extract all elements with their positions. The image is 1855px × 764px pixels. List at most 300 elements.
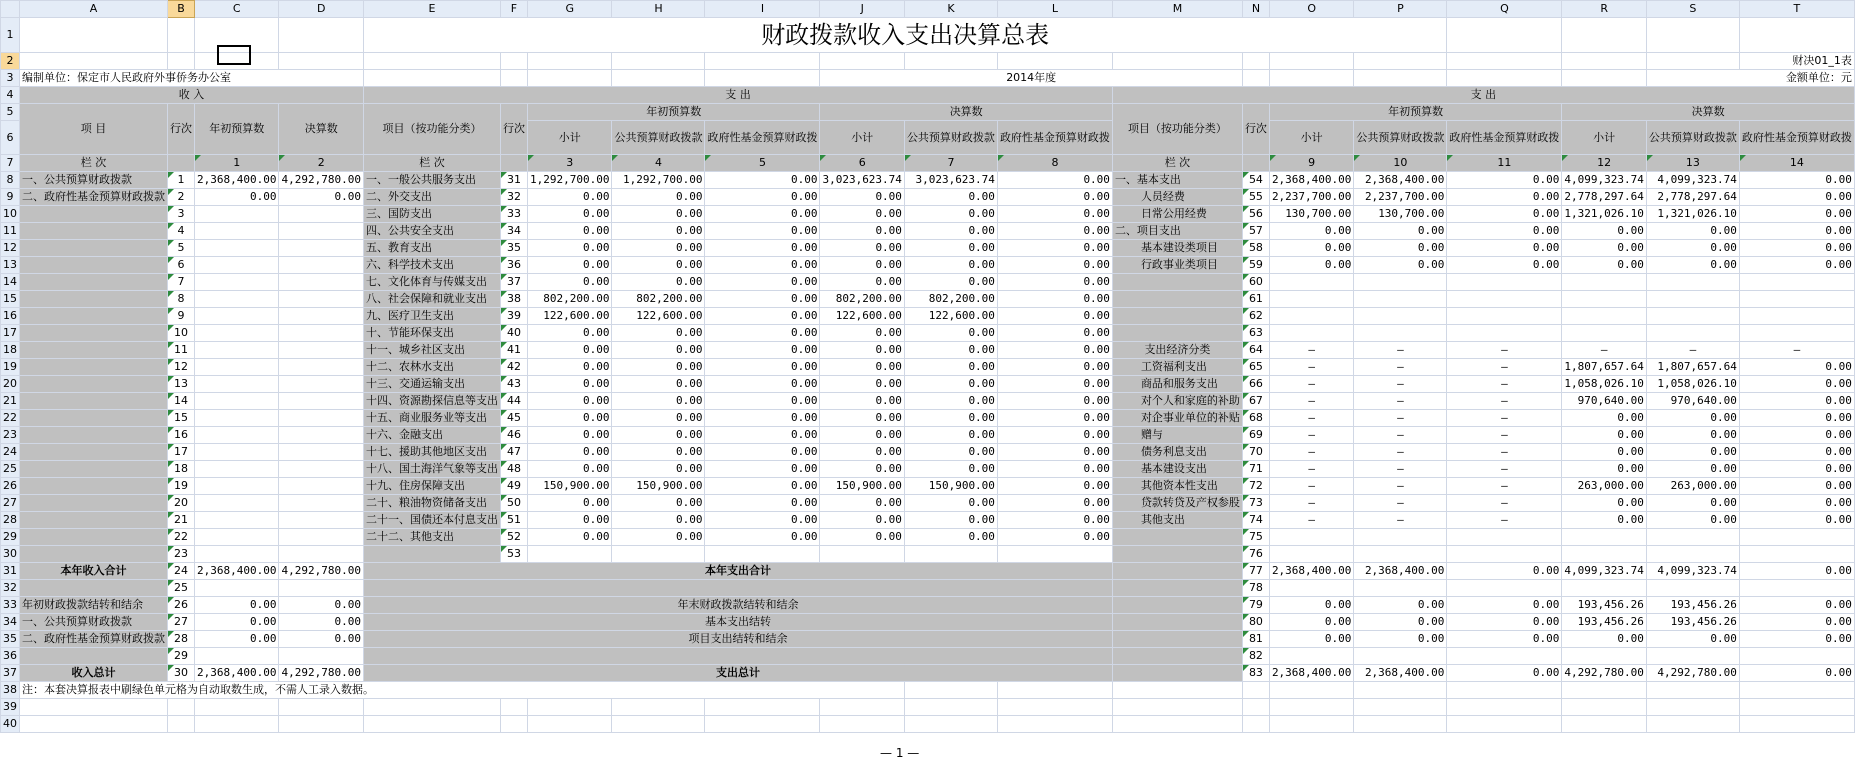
amount-cell[interactable]: 0.00 <box>820 393 904 410</box>
amount-cell[interactable]: 0.00 <box>1646 495 1739 512</box>
cell[interactable] <box>1739 18 1854 53</box>
amount-cell[interactable]: 2,368,400.00 <box>1354 665 1447 682</box>
amount-cell[interactable]: 2,368,400.00 <box>195 172 279 189</box>
amount-cell[interactable]: 0.00 <box>820 223 904 240</box>
amount-cell[interactable]: 0.00 <box>904 257 997 274</box>
amount-cell[interactable]: 0.00 <box>1562 257 1646 274</box>
amount-cell[interactable]: 0.00 <box>1739 240 1854 257</box>
amount-cell[interactable]: 802,200.00 <box>820 291 904 308</box>
amount-cell[interactable]: 0.00 <box>1646 223 1739 240</box>
cell[interactable] <box>1354 53 1447 70</box>
cell[interactable] <box>1739 716 1854 733</box>
amount-cell[interactable]: 0.00 <box>1447 563 1562 580</box>
amount-cell[interactable] <box>1739 529 1854 546</box>
amount-cell[interactable]: 0.00 <box>997 308 1112 325</box>
amount-cell[interactable]: 0.00 <box>1646 512 1739 529</box>
amount-cell[interactable]: 4,292,780.00 <box>1646 665 1739 682</box>
amount-cell[interactable]: 0.00 <box>527 359 611 376</box>
amount-cell[interactable]: 0.00 <box>820 206 904 223</box>
amount-cell[interactable]: 0.00 <box>705 478 820 495</box>
amount-cell[interactable]: 0.00 <box>1739 444 1854 461</box>
amount-cell[interactable]: 970,640.00 <box>1646 393 1739 410</box>
column-header-g[interactable]: G <box>527 1 611 18</box>
amount-cell[interactable]: 0.00 <box>612 223 705 240</box>
cell[interactable] <box>363 716 500 733</box>
amount-cell[interactable]: 0.00 <box>820 342 904 359</box>
amount-cell[interactable]: 150,900.00 <box>904 478 997 495</box>
cell[interactable] <box>820 699 904 716</box>
amount-cell[interactable]: 193,456.26 <box>1646 614 1739 631</box>
amount-cell[interactable]: 0.00 <box>705 393 820 410</box>
amount-cell[interactable]: 0.00 <box>1269 597 1353 614</box>
amount-cell[interactable] <box>1562 291 1646 308</box>
amount-cell[interactable]: 0.00 <box>279 614 363 631</box>
amount-cell[interactable]: 0.00 <box>1739 393 1854 410</box>
cell[interactable] <box>1562 70 1646 87</box>
amount-cell[interactable] <box>195 206 279 223</box>
amount-cell[interactable]: 0.00 <box>997 512 1112 529</box>
amount-cell[interactable] <box>279 274 363 291</box>
amount-cell[interactable]: 4,292,780.00 <box>1562 665 1646 682</box>
cell[interactable] <box>612 70 705 87</box>
cell[interactable] <box>705 53 820 70</box>
amount-cell[interactable] <box>1739 325 1854 342</box>
column-header-r[interactable]: R <box>1562 1 1646 18</box>
amount-cell[interactable]: 0.00 <box>612 461 705 478</box>
cell[interactable] <box>527 70 611 87</box>
amount-cell[interactable] <box>279 427 363 444</box>
amount-cell[interactable]: — <box>1354 461 1447 478</box>
amount-cell[interactable] <box>279 478 363 495</box>
cell[interactable] <box>1242 53 1269 70</box>
row-header-14[interactable]: 14 <box>1 274 20 291</box>
amount-cell[interactable] <box>279 546 363 563</box>
amount-cell[interactable]: 0.00 <box>1739 495 1854 512</box>
amount-cell[interactable] <box>1562 546 1646 563</box>
amount-cell[interactable]: 0.00 <box>1447 223 1562 240</box>
amount-cell[interactable] <box>195 240 279 257</box>
column-header-h[interactable]: H <box>612 1 705 18</box>
amount-cell[interactable] <box>195 308 279 325</box>
amount-cell[interactable]: 0.00 <box>1739 597 1854 614</box>
amount-cell[interactable]: 0.00 <box>904 376 997 393</box>
amount-cell[interactable]: — <box>1354 512 1447 529</box>
cell[interactable] <box>1562 699 1646 716</box>
amount-cell[interactable] <box>195 512 279 529</box>
amount-cell[interactable]: 0.00 <box>997 189 1112 206</box>
amount-cell[interactable]: — <box>1354 444 1447 461</box>
amount-cell[interactable]: — <box>1269 376 1353 393</box>
amount-cell[interactable]: 0.00 <box>705 376 820 393</box>
cell[interactable] <box>195 716 279 733</box>
amount-cell[interactable]: 0.00 <box>195 614 279 631</box>
cell[interactable] <box>500 70 527 87</box>
amount-cell[interactable]: 0.00 <box>705 495 820 512</box>
amount-cell[interactable]: 0.00 <box>705 529 820 546</box>
amount-cell[interactable]: 0.00 <box>705 291 820 308</box>
cell[interactable] <box>705 699 820 716</box>
amount-cell[interactable] <box>279 308 363 325</box>
cell[interactable] <box>168 18 195 53</box>
amount-cell[interactable] <box>1739 648 1854 665</box>
column-header-l[interactable]: L <box>997 1 1112 18</box>
amount-cell[interactable]: 0.00 <box>705 512 820 529</box>
row-header-33[interactable]: 33 <box>1 597 20 614</box>
cell[interactable] <box>997 53 1112 70</box>
amount-cell[interactable] <box>195 291 279 308</box>
amount-cell[interactable]: — <box>1447 461 1562 478</box>
amount-cell[interactable]: 0.00 <box>705 223 820 240</box>
amount-cell[interactable]: 0.00 <box>904 206 997 223</box>
row-header-25[interactable]: 25 <box>1 461 20 478</box>
amount-cell[interactable] <box>195 444 279 461</box>
amount-cell[interactable]: 0.00 <box>1562 240 1646 257</box>
amount-cell[interactable]: — <box>1269 393 1353 410</box>
cell[interactable] <box>1447 699 1562 716</box>
amount-cell[interactable]: 0.00 <box>1354 614 1447 631</box>
amount-cell[interactable]: 0.00 <box>1562 410 1646 427</box>
cell[interactable] <box>20 18 168 53</box>
column-header-c[interactable]: C <box>195 1 279 18</box>
cell[interactable] <box>1739 699 1854 716</box>
amount-cell[interactable]: 4,292,780.00 <box>279 172 363 189</box>
amount-cell[interactable]: 0.00 <box>997 376 1112 393</box>
amount-cell[interactable]: 0.00 <box>527 189 611 206</box>
amount-cell[interactable] <box>904 546 997 563</box>
amount-cell[interactable]: — <box>1447 393 1562 410</box>
amount-cell[interactable]: 122,600.00 <box>612 308 705 325</box>
cell[interactable] <box>1562 18 1646 53</box>
amount-cell[interactable]: 802,200.00 <box>527 291 611 308</box>
amount-cell[interactable]: 0.00 <box>705 189 820 206</box>
column-header-t[interactable]: T <box>1739 1 1854 18</box>
amount-cell[interactable] <box>1354 291 1447 308</box>
amount-cell[interactable]: 1,058,026.10 <box>1562 376 1646 393</box>
amount-cell[interactable] <box>279 342 363 359</box>
amount-cell[interactable]: 0.00 <box>1447 597 1562 614</box>
amount-cell[interactable]: 0.00 <box>705 444 820 461</box>
amount-cell[interactable]: 0.00 <box>997 223 1112 240</box>
amount-cell[interactable]: 0.00 <box>705 359 820 376</box>
amount-cell[interactable]: — <box>1447 359 1562 376</box>
cell[interactable] <box>168 716 195 733</box>
amount-cell[interactable]: 0.00 <box>612 512 705 529</box>
amount-cell[interactable]: 0.00 <box>1562 461 1646 478</box>
amount-cell[interactable]: 4,292,780.00 <box>279 563 363 580</box>
amount-cell[interactable]: 0.00 <box>1562 631 1646 648</box>
row-header-16[interactable]: 16 <box>1 308 20 325</box>
amount-cell[interactable]: 0.00 <box>904 393 997 410</box>
amount-cell[interactable]: 1,321,026.10 <box>1562 206 1646 223</box>
amount-cell[interactable]: 1,292,700.00 <box>527 172 611 189</box>
cell[interactable] <box>1242 716 1269 733</box>
amount-cell[interactable]: 0.00 <box>612 393 705 410</box>
amount-cell[interactable]: 0.00 <box>527 376 611 393</box>
amount-cell[interactable]: 4,292,780.00 <box>279 665 363 682</box>
cell[interactable] <box>1242 699 1269 716</box>
amount-cell[interactable]: 150,900.00 <box>527 478 611 495</box>
amount-cell[interactable]: 0.00 <box>612 410 705 427</box>
row-header-9[interactable]: 9 <box>1 189 20 206</box>
amount-cell[interactable]: 0.00 <box>527 444 611 461</box>
cell[interactable] <box>1112 53 1242 70</box>
column-header-q[interactable]: Q <box>1447 1 1562 18</box>
cell[interactable] <box>1447 18 1562 53</box>
amount-cell[interactable]: — <box>1269 512 1353 529</box>
amount-cell[interactable] <box>1354 580 1447 597</box>
cell[interactable] <box>904 699 997 716</box>
amount-cell[interactable]: 0.00 <box>1739 376 1854 393</box>
row-header-3[interactable]: 3 <box>1 70 20 87</box>
amount-cell[interactable]: 0.00 <box>997 359 1112 376</box>
row-header-15[interactable]: 15 <box>1 291 20 308</box>
cell[interactable] <box>1269 716 1353 733</box>
column-header-j[interactable]: J <box>820 1 904 18</box>
column-header-m[interactable]: M <box>1112 1 1242 18</box>
amount-cell[interactable] <box>1269 325 1353 342</box>
amount-cell[interactable]: 0.00 <box>1562 444 1646 461</box>
row-header-30[interactable]: 30 <box>1 546 20 563</box>
amount-cell[interactable] <box>1646 648 1739 665</box>
amount-cell[interactable] <box>820 546 904 563</box>
amount-cell[interactable]: 0.00 <box>1269 631 1353 648</box>
amount-cell[interactable]: 0.00 <box>1354 223 1447 240</box>
cell[interactable] <box>997 699 1112 716</box>
amount-cell[interactable] <box>279 223 363 240</box>
amount-cell[interactable]: — <box>1269 461 1353 478</box>
amount-cell[interactable]: 0.00 <box>904 461 997 478</box>
cell[interactable] <box>500 716 527 733</box>
cell[interactable] <box>1269 699 1353 716</box>
amount-cell[interactable]: 0.00 <box>279 597 363 614</box>
amount-cell[interactable]: 0.00 <box>904 274 997 291</box>
amount-cell[interactable] <box>195 376 279 393</box>
cell[interactable] <box>1447 70 1562 87</box>
amount-cell[interactable] <box>1646 580 1739 597</box>
cell[interactable] <box>279 699 363 716</box>
amount-cell[interactable]: 0.00 <box>820 240 904 257</box>
amount-cell[interactable]: — <box>1447 495 1562 512</box>
amount-cell[interactable]: 122,600.00 <box>820 308 904 325</box>
cell[interactable] <box>904 53 997 70</box>
row-header-19[interactable]: 19 <box>1 359 20 376</box>
amount-cell[interactable]: 122,600.00 <box>904 308 997 325</box>
amount-cell[interactable]: 0.00 <box>1354 631 1447 648</box>
amount-cell[interactable]: 3,023,623.74 <box>820 172 904 189</box>
amount-cell[interactable] <box>612 546 705 563</box>
amount-cell[interactable]: 0.00 <box>527 274 611 291</box>
amount-cell[interactable]: 0.00 <box>997 461 1112 478</box>
amount-cell[interactable] <box>1354 325 1447 342</box>
cell-b2[interactable] <box>168 53 195 70</box>
amount-cell[interactable]: 0.00 <box>612 495 705 512</box>
amount-cell[interactable]: 0.00 <box>820 529 904 546</box>
amount-cell[interactable] <box>1354 274 1447 291</box>
column-header-e[interactable]: E <box>363 1 500 18</box>
amount-cell[interactable]: 0.00 <box>997 410 1112 427</box>
amount-cell[interactable]: 193,456.26 <box>1646 597 1739 614</box>
amount-cell[interactable]: 0.00 <box>612 376 705 393</box>
amount-cell[interactable]: 0.00 <box>1739 427 1854 444</box>
cell[interactable] <box>705 70 820 87</box>
column-header-i[interactable]: I <box>705 1 820 18</box>
amount-cell[interactable] <box>1562 529 1646 546</box>
cell[interactable] <box>1269 70 1353 87</box>
cell[interactable] <box>500 699 527 716</box>
amount-cell[interactable] <box>279 648 363 665</box>
column-header-k[interactable]: K <box>904 1 997 18</box>
amount-cell[interactable]: 0.00 <box>1739 461 1854 478</box>
amount-cell[interactable] <box>279 325 363 342</box>
amount-cell[interactable]: 0.00 <box>527 223 611 240</box>
amount-cell[interactable] <box>279 376 363 393</box>
amount-cell[interactable]: 1,807,657.64 <box>1562 359 1646 376</box>
row-header-40[interactable]: 40 <box>1 716 20 733</box>
amount-cell[interactable]: 2,368,400.00 <box>1269 172 1353 189</box>
amount-cell[interactable]: 0.00 <box>997 529 1112 546</box>
amount-cell[interactable] <box>279 512 363 529</box>
row-header-37[interactable]: 37 <box>1 665 20 682</box>
row-header-7[interactable]: 7 <box>1 155 20 172</box>
amount-cell[interactable] <box>1646 546 1739 563</box>
row-header-12[interactable]: 12 <box>1 240 20 257</box>
row-header-13[interactable]: 13 <box>1 257 20 274</box>
amount-cell[interactable] <box>279 580 363 597</box>
amount-cell[interactable]: 0.00 <box>820 461 904 478</box>
amount-cell[interactable] <box>195 393 279 410</box>
amount-cell[interactable]: — <box>1269 495 1353 512</box>
amount-cell[interactable] <box>1646 274 1739 291</box>
amount-cell[interactable]: — <box>1354 376 1447 393</box>
amount-cell[interactable]: 0.00 <box>612 529 705 546</box>
amount-cell[interactable]: 0.00 <box>1269 240 1353 257</box>
cell[interactable] <box>279 716 363 733</box>
cell[interactable] <box>1646 18 1739 53</box>
cell[interactable] <box>527 53 611 70</box>
amount-cell[interactable]: 0.00 <box>904 359 997 376</box>
amount-cell[interactable]: 130,700.00 <box>1269 206 1353 223</box>
cell[interactable] <box>20 716 168 733</box>
amount-cell[interactable]: 0.00 <box>997 325 1112 342</box>
amount-cell[interactable] <box>1739 580 1854 597</box>
amount-cell[interactable] <box>1447 291 1562 308</box>
cell[interactable] <box>1354 70 1447 87</box>
amount-cell[interactable] <box>1447 529 1562 546</box>
amount-cell[interactable]: 0.00 <box>705 274 820 291</box>
amount-cell[interactable]: 0.00 <box>1739 478 1854 495</box>
cell[interactable] <box>1447 716 1562 733</box>
amount-cell[interactable] <box>195 274 279 291</box>
cell[interactable] <box>1646 716 1739 733</box>
cell[interactable] <box>1562 716 1646 733</box>
amount-cell[interactable]: — <box>1447 478 1562 495</box>
amount-cell[interactable]: 2,778,297.64 <box>1562 189 1646 206</box>
amount-cell[interactable]: 0.00 <box>705 410 820 427</box>
amount-cell[interactable] <box>1562 325 1646 342</box>
amount-cell[interactable] <box>279 410 363 427</box>
amount-cell[interactable]: 0.00 <box>820 444 904 461</box>
amount-cell[interactable] <box>1354 648 1447 665</box>
amount-cell[interactable]: 0.00 <box>997 478 1112 495</box>
amount-cell[interactable]: 0.00 <box>1447 240 1562 257</box>
amount-cell[interactable] <box>195 410 279 427</box>
amount-cell[interactable]: — <box>1447 444 1562 461</box>
cell[interactable] <box>1739 682 1854 699</box>
amount-cell[interactable]: 0.00 <box>997 291 1112 308</box>
row-header-18[interactable]: 18 <box>1 342 20 359</box>
amount-cell[interactable] <box>195 342 279 359</box>
select-all-corner[interactable] <box>1 1 20 18</box>
amount-cell[interactable]: 0.00 <box>1739 359 1854 376</box>
cell[interactable] <box>1112 682 1242 699</box>
column-header-d[interactable]: D <box>279 1 363 18</box>
column-header-n[interactable]: N <box>1242 1 1269 18</box>
cell[interactable] <box>1562 682 1646 699</box>
amount-cell[interactable]: 0.00 <box>1562 495 1646 512</box>
amount-cell[interactable]: — <box>1269 342 1353 359</box>
amount-cell[interactable]: 0.00 <box>1447 206 1562 223</box>
amount-cell[interactable]: 0.00 <box>1739 206 1854 223</box>
row-header-6[interactable]: 6 <box>1 121 20 155</box>
amount-cell[interactable] <box>1269 580 1353 597</box>
amount-cell[interactable]: 0.00 <box>820 410 904 427</box>
amount-cell[interactable] <box>195 223 279 240</box>
amount-cell[interactable]: 0.00 <box>820 427 904 444</box>
amount-cell[interactable] <box>1562 580 1646 597</box>
row-header-38[interactable]: 38 <box>1 682 20 699</box>
cell[interactable] <box>363 53 500 70</box>
amount-cell[interactable] <box>1269 529 1353 546</box>
amount-cell[interactable]: 0.00 <box>904 240 997 257</box>
amount-cell[interactable] <box>279 461 363 478</box>
amount-cell[interactable]: 150,900.00 <box>820 478 904 495</box>
amount-cell[interactable]: 0.00 <box>904 495 997 512</box>
amount-cell[interactable] <box>1269 308 1353 325</box>
amount-cell[interactable] <box>195 461 279 478</box>
cell[interactable] <box>612 53 705 70</box>
cell[interactable] <box>820 716 904 733</box>
amount-cell[interactable]: 0.00 <box>612 444 705 461</box>
row-header-35[interactable]: 35 <box>1 631 20 648</box>
amount-cell[interactable] <box>195 427 279 444</box>
amount-cell[interactable]: 0.00 <box>612 257 705 274</box>
amount-cell[interactable]: 0.00 <box>527 393 611 410</box>
amount-cell[interactable]: 0.00 <box>705 427 820 444</box>
amount-cell[interactable]: 0.00 <box>527 410 611 427</box>
amount-cell[interactable]: 0.00 <box>612 325 705 342</box>
cell[interactable] <box>500 53 527 70</box>
amount-cell[interactable]: 0.00 <box>279 189 363 206</box>
amount-cell[interactable]: 0.00 <box>904 427 997 444</box>
row-header-2[interactable]: 2 <box>1 53 20 70</box>
amount-cell[interactable] <box>1739 546 1854 563</box>
amount-cell[interactable] <box>1646 291 1739 308</box>
amount-cell[interactable] <box>1354 529 1447 546</box>
amount-cell[interactable] <box>1646 529 1739 546</box>
amount-cell[interactable]: 0.00 <box>527 257 611 274</box>
cell[interactable] <box>904 682 997 699</box>
amount-cell[interactable] <box>279 495 363 512</box>
amount-cell[interactable] <box>1447 546 1562 563</box>
cell[interactable] <box>997 682 1112 699</box>
amount-cell[interactable]: 0.00 <box>1447 172 1562 189</box>
amount-cell[interactable]: 0.00 <box>612 274 705 291</box>
amount-cell[interactable]: 0.00 <box>904 223 997 240</box>
amount-cell[interactable]: 802,200.00 <box>612 291 705 308</box>
amount-cell[interactable]: 193,456.26 <box>1562 614 1646 631</box>
amount-cell[interactable]: 0.00 <box>1562 427 1646 444</box>
amount-cell[interactable] <box>195 359 279 376</box>
